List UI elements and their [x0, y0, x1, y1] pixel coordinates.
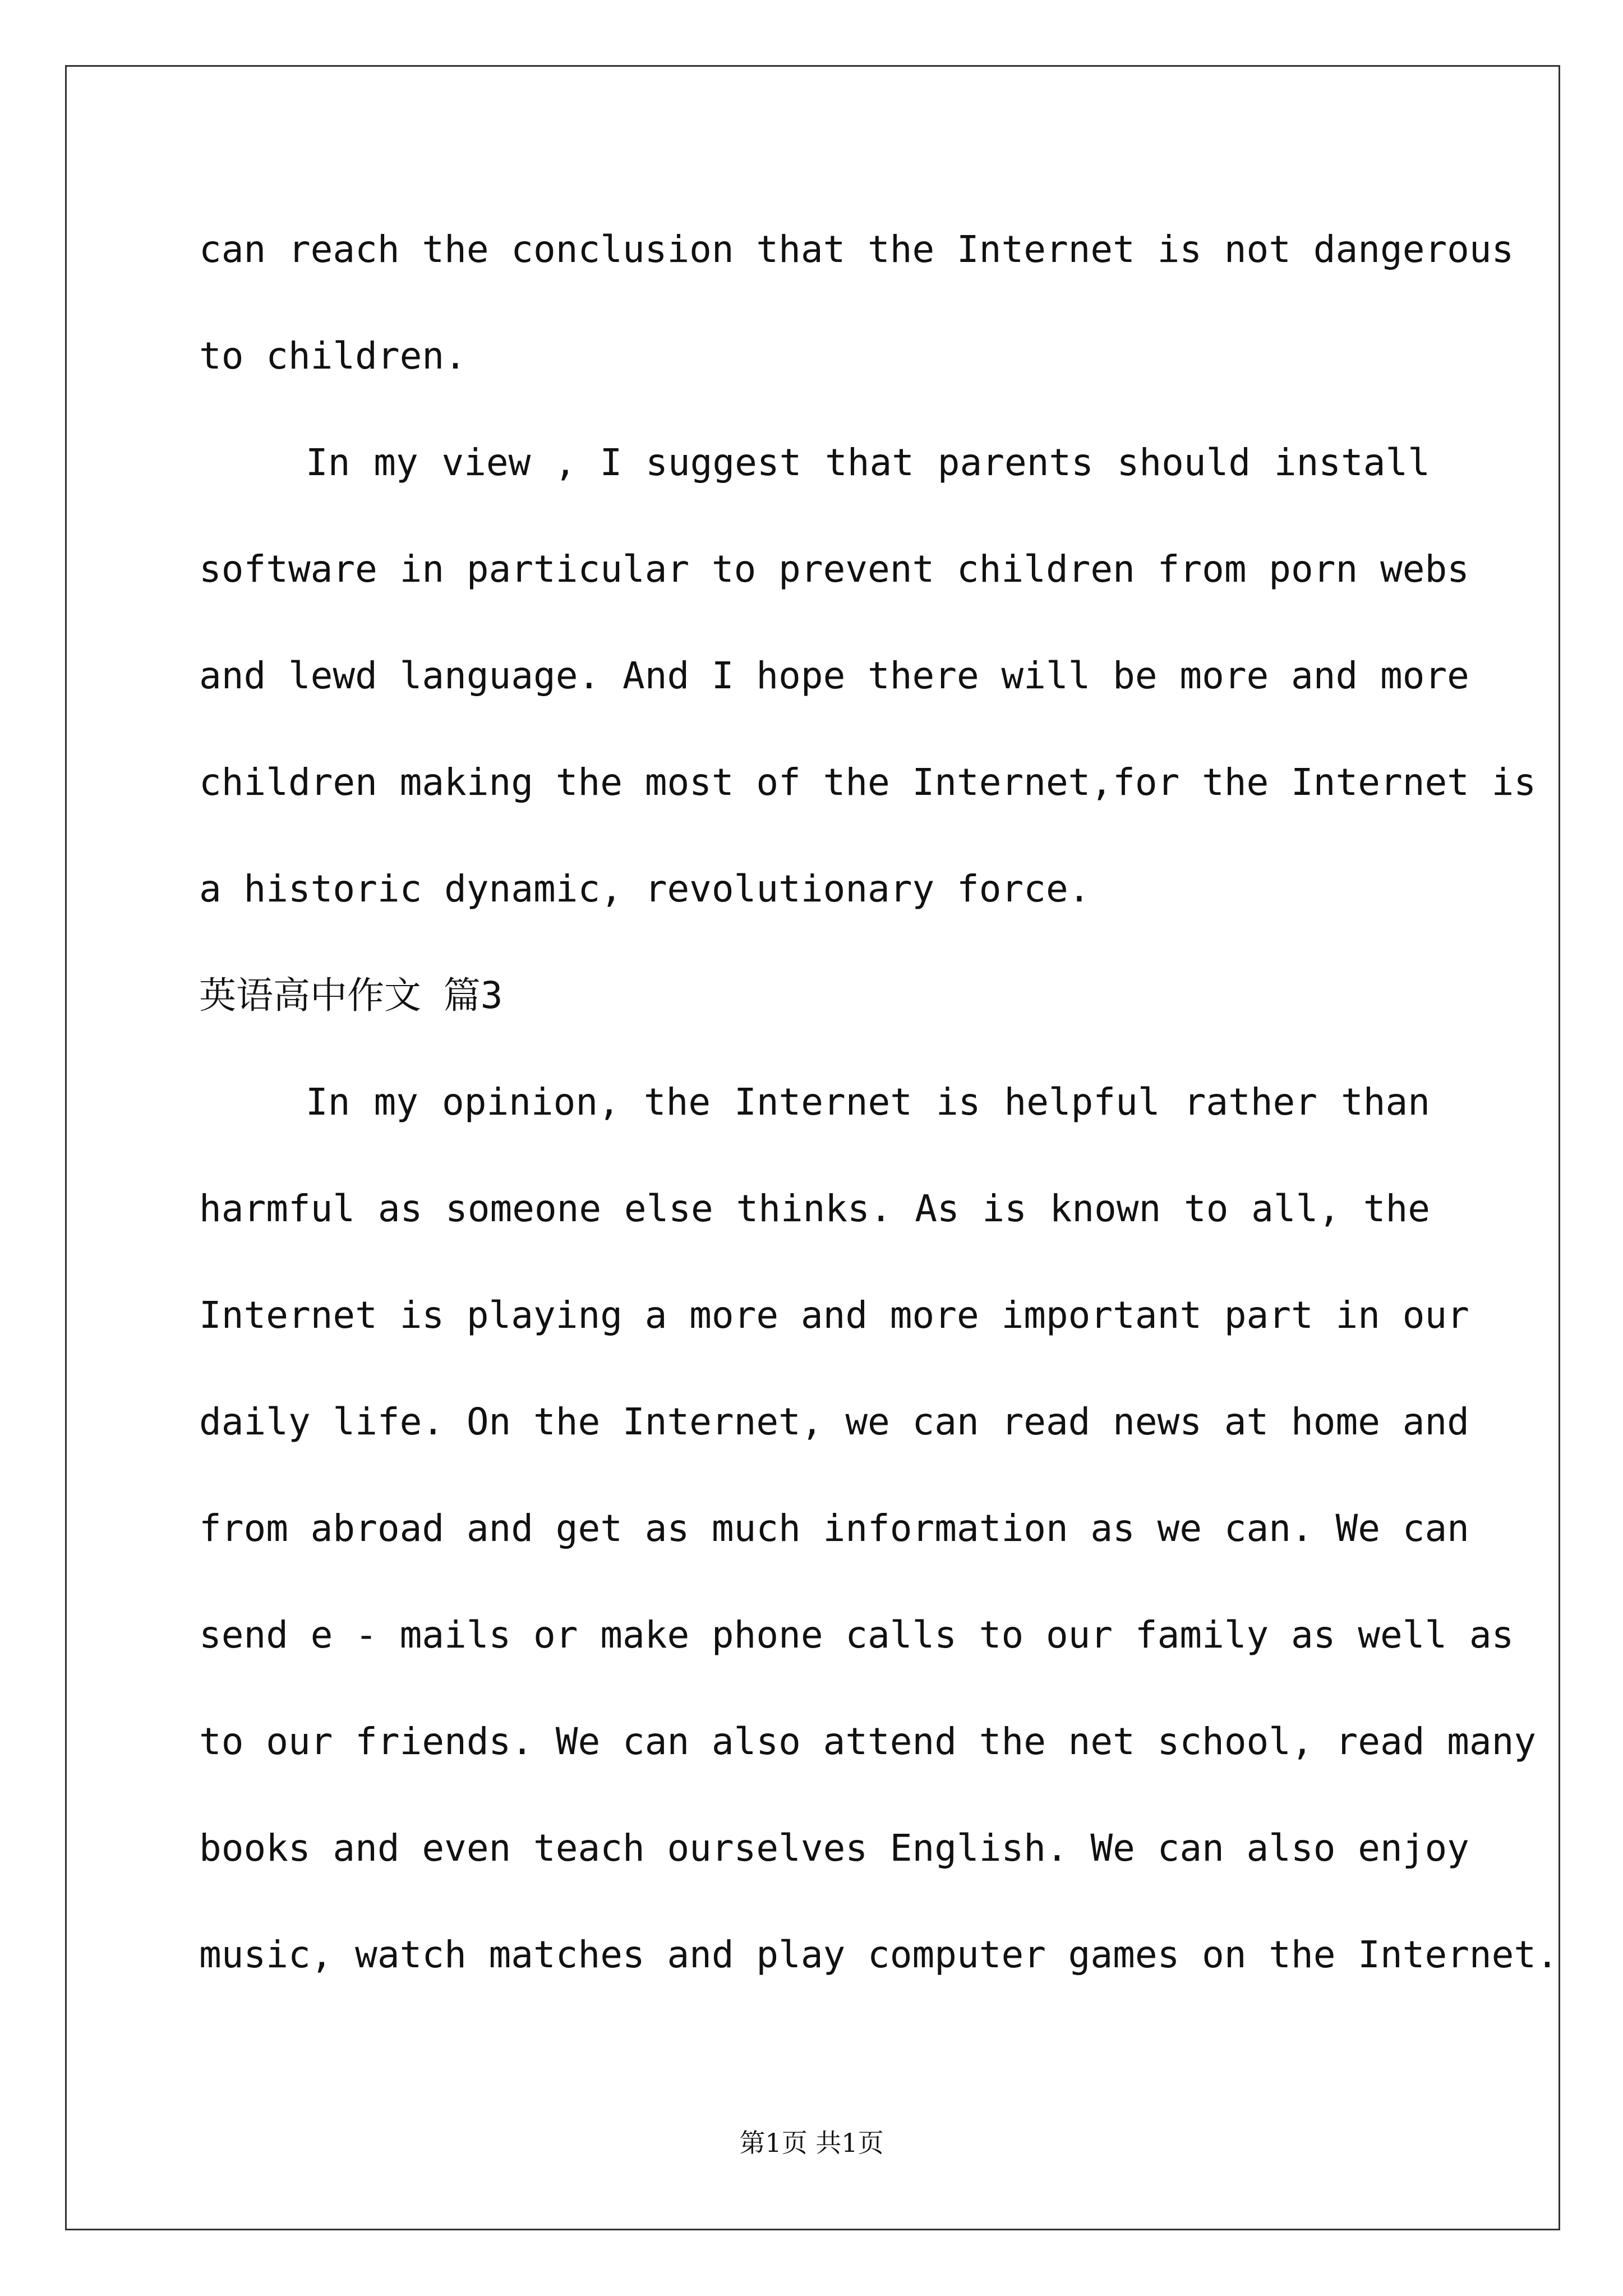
section-heading: 英语高中作文 篇3	[199, 974, 503, 1017]
text-line: books and even teach ourselves English. We can also enjoy	[199, 1826, 1469, 1870]
text-line: music, watch matches and play computer games on the Internet.	[199, 1933, 1559, 1976]
text-line: software in particular to prevent children from porn webs	[199, 547, 1469, 591]
page-border	[65, 65, 1560, 2230]
text-line: harmful as someone else thinks. As is known to all, the	[199, 1187, 1430, 1230]
text-line: and lewd language. And I hope there will be more and more	[199, 654, 1469, 697]
text-line: can reach the conclusion that the Internet is not dangerous	[199, 228, 1514, 271]
text-line: from abroad and get as much information as we can. We can	[199, 1507, 1469, 1550]
text-line: children making the most of the Internet,for the Internet is	[199, 761, 1537, 804]
text-line: Internet is playing a more and more important part in our	[199, 1294, 1469, 1337]
text-line: a historic dynamic, revolutionary force.	[199, 867, 1091, 910]
text-line: send e - mails or make phone calls to our family as well as	[199, 1613, 1514, 1657]
page-number-footer: 第1页 共1页	[739, 2128, 884, 2158]
text-line: to our friends. We can also attend the net school, read many	[199, 1720, 1537, 1763]
text-line: to children.	[199, 334, 467, 378]
text-line: daily life. On the Internet, we can read news at home and	[199, 1400, 1469, 1443]
paragraph-first-line: In my opinion, the Internet is helpful rather than	[306, 1080, 1430, 1124]
paragraph-first-line: In my view , I suggest that parents should install	[306, 441, 1430, 484]
